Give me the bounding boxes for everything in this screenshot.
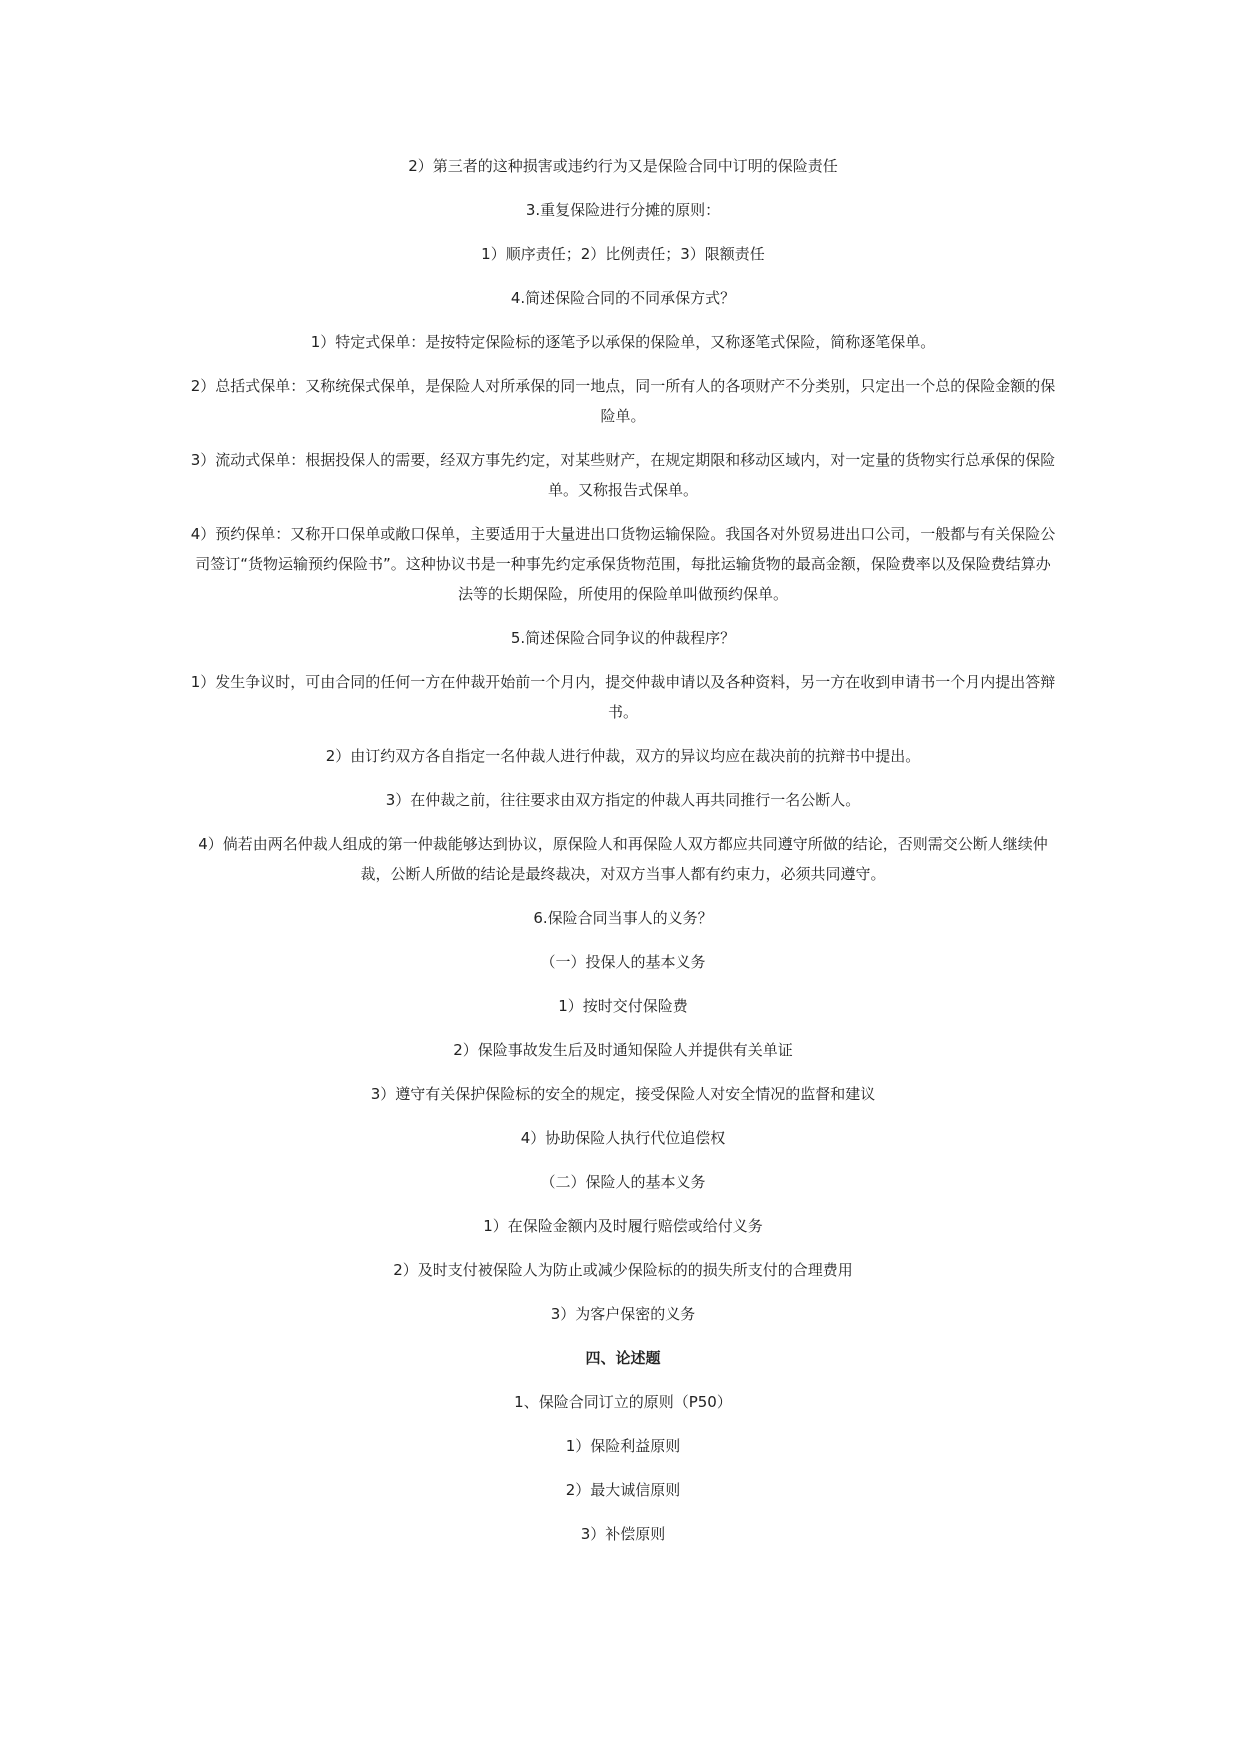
document-paragraph: 4.简述保险合同的不同承保方式？ <box>510 289 736 307</box>
document-paragraph: 2）保险事故发生后及时通知保险人并提供有关单证 <box>453 1041 793 1059</box>
document-paragraph: 3）为客户保密的义务 <box>550 1305 696 1323</box>
document-paragraph: 2）最大诚信原则 <box>565 1481 681 1499</box>
document-paragraph: 1）在保险金额内及时履行赔偿或给付义务 <box>483 1217 763 1235</box>
document-paragraph: 1）发生争议时，可由合同的任何一方在仲裁开始前一个月内，提交仲裁申请以及各种资料，另一方在收到申请书一个月内提出答辩书。 <box>190 673 1056 721</box>
section-heading: 四、论述题 <box>585 1349 661 1367</box>
document-paragraph: 1）按时交付保险费 <box>558 997 688 1015</box>
document-paragraph: 2）及时支付被保险人为防止或减少保险标的的损失所支付的合理费用 <box>393 1261 853 1279</box>
document-paragraph: 3）在仲裁之前，往往要求由双方指定的仲裁人再共同推行一名公断人。 <box>385 791 861 809</box>
document-paragraph: 1）顺序责任；2）比例责任；3）限额责任 <box>481 245 765 263</box>
document-paragraph: 1）保险利益原则 <box>565 1437 681 1455</box>
document-paragraph: 2）第三者的这种损害或违约行为又是保险合同中订明的保险责任 <box>408 157 838 175</box>
document-paragraph: 2）总括式保单：又称统保式保单，是保险人对所承保的同一地点，同一所有人的各项财产不分类别，只定出一个总的保险金额的保险单。 <box>190 377 1056 425</box>
document-paragraph: 1、保险合同订立的原则（P50） <box>514 1393 732 1411</box>
document-paragraph: 5.简述保险合同争议的仲裁程序？ <box>510 629 736 647</box>
document-paragraph: （二）保险人的基本义务 <box>540 1173 706 1191</box>
document-paragraph: 4）预约保单：又称开口保单或敞口保单，主要适用于大量进出口货物运输保险。我国各对外贸易进出口公司，一般都与有关保险公司签订“货物运输预约保险书”。这种协议书是一种事先约定承保货物范围，每批运输货物的最高金额，保险费率以及保险费结算办法等的长期保险，所使用的保险单叫做预约保单。 <box>190 525 1056 603</box>
document-paragraph: （一）投保人的基本义务 <box>540 953 706 971</box>
document-paragraph: 2）由订约双方各自指定一名仲裁人进行仲裁，双方的异议均应在裁决前的抗辩书中提出。 <box>325 747 921 765</box>
document-paragraph: 6.保险合同当事人的义务？ <box>533 909 713 927</box>
document-paragraph: 3）流动式保单：根据投保人的需要，经双方事先约定，对某些财产，在规定期限和移动区域内，对一定量的货物实行总承保的保险单。又称报告式保单。 <box>190 451 1056 499</box>
document-paragraph: 3）遵守有关保护保险标的安全的规定，接受保险人对安全情况的监督和建议 <box>370 1085 876 1103</box>
document-body <box>188 151 1058 1563</box>
document-paragraph: 4）协助保险人执行代位追偿权 <box>520 1129 726 1147</box>
document-paragraph: 4）倘若由两名仲裁人组成的第一仲裁能够达到协议，原保险人和再保险人双方都应共同遵守所做的结论，否则需交公断人继续仲裁，公断人所做的结论是最终裁决，对双方当事人都有约束力，必须共同遵守。 <box>198 835 1048 883</box>
document-paragraph: 3.重复保险进行分摊的原则： <box>525 201 721 219</box>
document-paragraph: 3）补偿原则 <box>580 1525 666 1543</box>
document-paragraph: 1）特定式保单：是按特定保险标的逐笔予以承保的保险单，又称逐笔式保险，简称逐笔保单。 <box>310 333 936 351</box>
